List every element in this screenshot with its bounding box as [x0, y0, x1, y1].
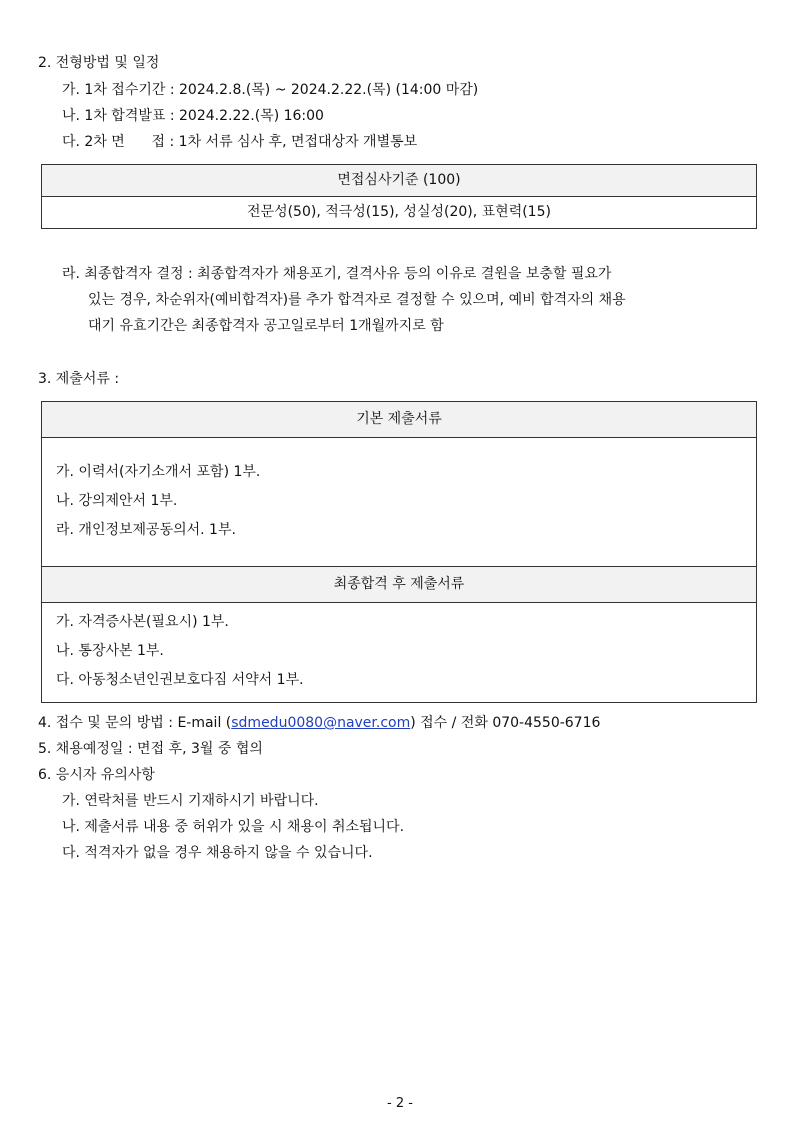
after-document-item: 나. 통장사본 1부.: [56, 643, 164, 659]
section-2-title: 2. 전형방법 및 일정: [38, 55, 160, 71]
basic-documents-header: 기본 제출서류: [42, 402, 756, 438]
final-decision-line-2: 있는 경우, 차순위자(예비합격자)를 추가 합격자로 결정할 수 있으며, 예비 합격자의 채용: [88, 292, 626, 308]
documents-table: [41, 401, 757, 703]
after-document-item: 가. 자격증사본(필요시) 1부.: [56, 614, 229, 630]
schedule-item-3: 다. 2차 면 접 : 1차 서류 심사 후, 면접대상자 개별통보: [62, 134, 418, 150]
schedule-item-2: 나. 1차 합격발표 : 2024.2.22.(목) 16:00: [62, 108, 324, 124]
email-link[interactable]: sdmedu0080@naver.com: [231, 715, 411, 731]
basic-document-item: 가. 이력서(자기소개서 포함) 1부.: [56, 464, 261, 480]
contact-suffix: ) 접수 / 전화 070-4550-6716: [410, 715, 601, 731]
section-4-contact: [38, 713, 600, 733]
criteria-body: 전문성(50), 적극성(15), 성실성(20), 표현력(15): [247, 204, 551, 220]
notice-item-1: 가. 연락처를 반드시 기재하시기 바랍니다.: [62, 793, 319, 809]
schedule-item-1: 가. 1차 접수기간 : 2024.2.8.(목) ~ 2024.2.22.(목) (14:00 마감): [62, 82, 479, 98]
after-documents-header: 최종합격 후 제출서류: [42, 566, 756, 603]
basic-document-item: 나. 강의제안서 1부.: [56, 493, 178, 509]
page-number: - 2 -: [387, 1096, 413, 1111]
notice-item-2: 나. 제출서류 내용 중 허위가 있을 시 채용이 취소됩니다.: [62, 819, 405, 835]
section-5-hiring-date: 5. 채용예정일 : 면접 후, 3월 중 협의: [38, 741, 263, 757]
notice-item-3: 다. 적격자가 없을 경우 채용하지 않을 수 있습니다.: [62, 845, 373, 861]
after-document-item: 다. 아동청소년인권보호다짐 서약서 1부.: [56, 672, 304, 688]
final-decision-line-1: 라. 최종합격자 결정 : 최종합격자가 채용포기, 결격사유 등의 이유로 결원을 보충할 필요가: [62, 266, 612, 282]
section-6-title: 6. 응시자 유의사항: [38, 767, 155, 783]
criteria-header: 면접심사기준 (100): [42, 165, 756, 197]
interview-criteria-table: [41, 164, 757, 229]
contact-prefix: 4. 접수 및 문의 방법 : E-mail (: [38, 715, 232, 731]
section-3-title: 3. 제출서류 :: [38, 371, 120, 387]
basic-document-item: 라. 개인정보제공동의서. 1부.: [56, 522, 236, 538]
final-decision-line-3: 대기 유효기간은 최종합격자 공고일로부터 1개월까지로 함: [88, 318, 444, 334]
